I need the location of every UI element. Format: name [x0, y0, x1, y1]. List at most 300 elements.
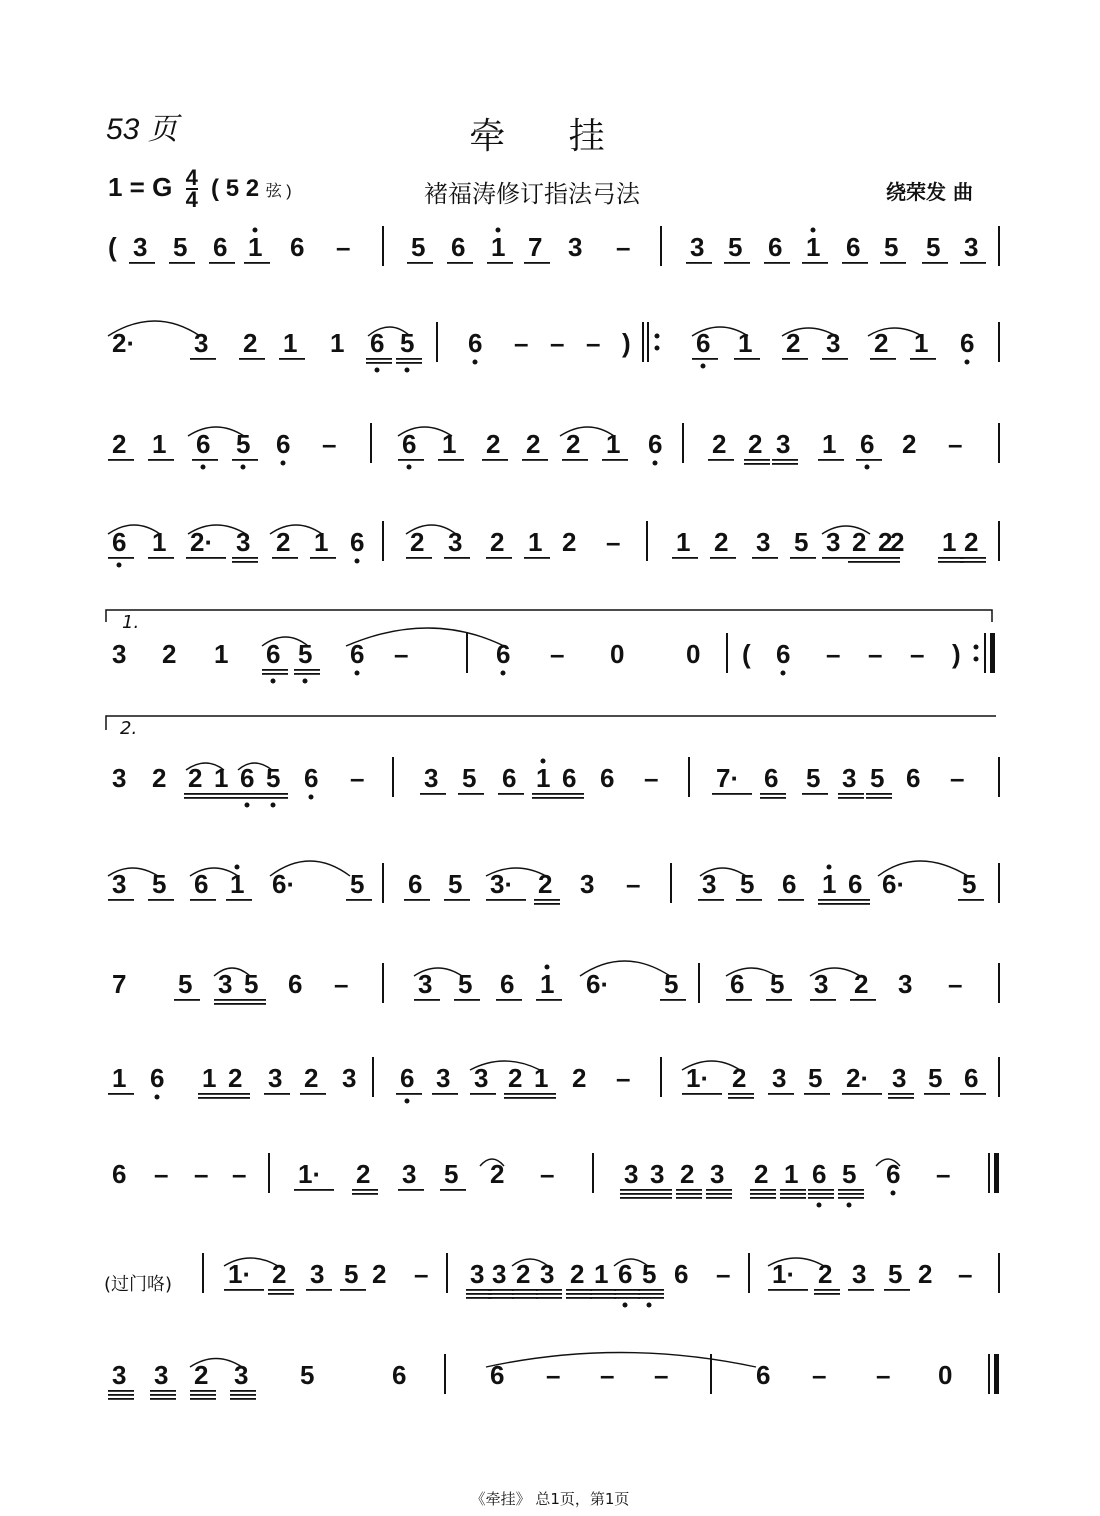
beam-underline	[566, 1293, 592, 1295]
beam-underline	[884, 1289, 910, 1291]
barline	[382, 226, 384, 266]
notation-symbol: (	[108, 232, 117, 262]
beam-underline	[706, 1197, 732, 1199]
notation-row	[202, 1253, 1000, 1308]
note: 3	[892, 1063, 907, 1093]
note: 3	[268, 1063, 283, 1093]
notation-row	[112, 633, 995, 684]
beam-underline	[778, 899, 804, 901]
note: 5	[884, 232, 899, 262]
note: 2	[276, 527, 291, 557]
beam-underline	[772, 463, 798, 465]
beam-underline	[482, 459, 508, 461]
low-octave-dot	[405, 1099, 410, 1104]
notation-symbol: –	[910, 639, 925, 669]
note: 3	[194, 328, 209, 358]
beam-underline	[676, 1193, 702, 1195]
note: 1	[112, 1063, 127, 1093]
key-tonic: 1 = G	[108, 171, 173, 202]
beam-underline	[414, 999, 440, 1001]
note: 2	[786, 328, 801, 358]
note: 3	[580, 869, 595, 899]
note: 5	[808, 1063, 823, 1093]
notation-symbol: –	[616, 232, 631, 262]
low-octave-dot	[405, 368, 410, 373]
low-octave-dot	[501, 671, 506, 676]
note: 2	[490, 1159, 505, 1189]
note: 6	[648, 429, 663, 459]
beam-underline	[420, 793, 446, 795]
note: 6	[562, 763, 577, 793]
beam-underline	[447, 262, 473, 264]
note: 6	[674, 1259, 689, 1289]
page-number-label: 53 页	[106, 113, 178, 146]
notation-row	[108, 226, 1000, 266]
note: 6	[500, 969, 515, 999]
note: 1	[214, 639, 229, 669]
note: 3	[964, 232, 979, 262]
note: 5	[842, 1159, 857, 1189]
note: 1	[152, 429, 167, 459]
beam-underline	[352, 1193, 378, 1195]
note: 6	[600, 763, 615, 793]
beam-underline	[712, 793, 752, 795]
note: 6	[496, 639, 511, 669]
beam-underline	[660, 999, 686, 1001]
notation-symbol: –	[350, 763, 365, 793]
note: 2	[918, 1259, 933, 1289]
beam-underline	[432, 1093, 458, 1095]
note: 5	[642, 1259, 657, 1289]
low-octave-dot	[375, 368, 380, 373]
beam-underline	[224, 1093, 250, 1095]
note: 5	[728, 232, 743, 262]
note: 3	[772, 1063, 787, 1093]
note: 6·	[272, 869, 296, 899]
note: 7	[528, 232, 543, 262]
note: 3	[898, 969, 913, 999]
barline	[670, 863, 672, 903]
notation-symbol: –	[606, 527, 621, 557]
note: 2	[572, 1063, 587, 1093]
beam-underline	[279, 358, 305, 360]
beam-underline	[268, 1289, 294, 1291]
beam-underline	[184, 793, 210, 795]
notation-symbol: –	[868, 639, 883, 669]
low-octave-dot	[303, 679, 308, 684]
beam-underline	[744, 463, 770, 465]
notation-symbol: –	[394, 639, 409, 669]
notation-symbol: )	[622, 328, 631, 358]
notation-symbol: –	[616, 1063, 631, 1093]
barline	[660, 1057, 662, 1097]
note: 3	[826, 328, 841, 358]
beam-underline	[960, 557, 986, 559]
note: 6	[490, 1360, 505, 1390]
low-octave-dot	[891, 1191, 896, 1196]
beam-underline	[444, 557, 470, 559]
note: 6	[400, 1063, 415, 1093]
note: 2	[712, 429, 727, 459]
note: 2·	[112, 328, 136, 358]
low-octave-dot	[701, 364, 706, 369]
beam-underline	[268, 1293, 294, 1295]
beam-underline	[262, 797, 288, 799]
time-signature-bottom: 4	[185, 187, 198, 212]
beam-underline	[804, 1093, 830, 1095]
beam-underline	[150, 1398, 176, 1400]
beam-underline	[226, 899, 252, 901]
tuning-notes: ( 5 2	[211, 174, 260, 202]
beam-underline	[590, 1297, 616, 1299]
notation-symbol: –	[626, 869, 641, 899]
barline	[998, 423, 1000, 463]
barline	[748, 1253, 750, 1293]
barline	[998, 757, 1000, 797]
beam-underline	[614, 1293, 640, 1295]
beam-underline	[744, 459, 770, 461]
beam-underline	[888, 1093, 914, 1095]
beam-underline	[888, 1097, 914, 1099]
note: 5	[344, 1259, 359, 1289]
beam-underline	[169, 262, 195, 264]
note: 0	[686, 639, 701, 669]
beam-underline	[300, 1093, 326, 1095]
barline	[370, 423, 372, 463]
beam-underline	[838, 1193, 864, 1195]
notation-symbol: –	[336, 232, 351, 262]
beam-underline	[808, 1193, 834, 1195]
beam-underline	[240, 999, 266, 1001]
note: 2	[188, 763, 203, 793]
note: 6	[964, 1063, 979, 1093]
barline	[466, 633, 468, 673]
beam-underline	[398, 1189, 424, 1191]
beam-underline	[726, 999, 752, 1001]
beam-underline	[818, 903, 844, 905]
notation-row	[108, 1057, 1000, 1104]
note: 2	[566, 429, 581, 459]
note: 6	[906, 763, 921, 793]
note: 1	[606, 429, 621, 459]
beam-underline	[396, 358, 422, 360]
barline	[372, 1057, 374, 1097]
beam-underline	[224, 1097, 250, 1099]
high-octave-dot	[545, 965, 550, 970]
beam-underline	[780, 1193, 806, 1195]
note: 6	[350, 639, 365, 669]
beam-underline	[752, 557, 778, 559]
note: 3	[776, 429, 791, 459]
beam-underline	[108, 899, 134, 901]
beam-underline	[230, 1394, 256, 1396]
note: 6	[451, 232, 466, 262]
note: 2	[243, 328, 258, 358]
beam-underline	[728, 1097, 754, 1099]
note: 5	[926, 232, 941, 262]
note: 3	[492, 1259, 507, 1289]
note: 6	[618, 1259, 633, 1289]
beam-underline	[406, 557, 432, 559]
beam-underline	[190, 1394, 216, 1396]
note: 5	[806, 763, 821, 793]
beam-underline	[772, 459, 798, 461]
beam-underline	[766, 999, 792, 1001]
beam-underline	[504, 1097, 530, 1099]
note: 3	[112, 869, 127, 899]
beam-underline	[534, 899, 560, 901]
notation-symbol: –	[876, 1360, 891, 1390]
volta-1-label: 1.	[122, 612, 140, 633]
beam-underline	[262, 669, 288, 671]
note: 3	[470, 1259, 485, 1289]
barline	[660, 226, 662, 266]
beam-underline	[536, 999, 562, 1001]
beam-underline	[768, 1093, 794, 1095]
note: 1	[230, 869, 245, 899]
beam-underline	[532, 797, 558, 799]
note: 5	[928, 1063, 943, 1093]
high-octave-dot	[235, 865, 240, 870]
notation-symbol: –	[546, 1360, 561, 1390]
low-octave-dot	[355, 671, 360, 676]
note: 5	[300, 1360, 315, 1390]
note: 2	[680, 1159, 695, 1189]
notation-symbol: –	[322, 429, 337, 459]
barline	[202, 1253, 204, 1293]
note: 6	[276, 429, 291, 459]
beam-underline	[808, 1189, 834, 1191]
beam-underline	[760, 793, 786, 795]
composer-credit: 绕荣发 曲	[886, 180, 973, 204]
note: 6	[150, 1063, 165, 1093]
low-octave-dot	[117, 563, 122, 568]
notation-symbol: –	[232, 1159, 247, 1189]
note: 5	[740, 869, 755, 899]
beam-underline	[814, 1289, 840, 1291]
beam-underline	[224, 1289, 264, 1291]
note: 2	[304, 1063, 319, 1093]
barline	[444, 1354, 446, 1394]
beam-underline	[960, 262, 986, 264]
beam-underline	[310, 557, 336, 559]
beam-underline	[698, 899, 724, 901]
beam-underline	[802, 262, 828, 264]
notation-symbol: –	[936, 1159, 951, 1189]
note: 5	[298, 639, 313, 669]
beam-underline	[874, 557, 900, 559]
note: 3	[234, 1360, 249, 1390]
note: 0	[610, 639, 625, 669]
note: 6	[392, 1360, 407, 1390]
note: 3	[568, 232, 583, 262]
note: 2	[714, 527, 729, 557]
note: 3	[756, 527, 771, 557]
note: 5	[794, 527, 809, 557]
note: 6	[370, 328, 385, 358]
beam-underline	[620, 1197, 646, 1199]
beam-underline	[108, 1394, 134, 1396]
note: 2	[356, 1159, 371, 1189]
beam-underline	[396, 1093, 422, 1095]
beam-underline	[108, 557, 134, 559]
note: 3	[310, 1259, 325, 1289]
note: 3	[852, 1259, 867, 1289]
beam-underline	[486, 557, 512, 559]
note: 5	[400, 328, 415, 358]
beam-underline	[844, 899, 870, 901]
note: 5	[244, 969, 259, 999]
beam-underline	[842, 262, 868, 264]
low-octave-dot	[653, 461, 658, 466]
beam-underline	[198, 1097, 224, 1099]
beam-underline	[614, 1297, 640, 1299]
beam-underline	[398, 459, 424, 461]
beam-underline	[536, 1289, 562, 1291]
volta-2-label: 2.	[120, 718, 138, 739]
note: 6	[402, 429, 417, 459]
beam-underline	[366, 362, 392, 364]
beam-underline	[530, 1093, 556, 1095]
note: 1	[942, 527, 957, 557]
notation-symbol: –	[600, 1360, 615, 1390]
notation-symbol: )	[952, 639, 961, 669]
beam-underline	[558, 797, 584, 799]
note: 2·	[846, 1063, 870, 1093]
note: 6	[848, 869, 863, 899]
beam-underline	[866, 793, 892, 795]
beam-underline	[184, 797, 210, 799]
note: 6	[112, 527, 127, 557]
beam-underline	[294, 673, 320, 675]
note: 6	[960, 328, 975, 358]
notation-symbol: –	[414, 1259, 429, 1289]
note: 3	[650, 1159, 665, 1189]
beam-underline	[638, 1297, 664, 1299]
beam-underline	[924, 1093, 950, 1095]
double-barline	[988, 1354, 999, 1394]
note: 3	[112, 763, 127, 793]
beam-underline	[590, 1293, 616, 1295]
beam-underline	[724, 262, 750, 264]
double-barline	[988, 1153, 999, 1193]
note: 6	[240, 763, 255, 793]
note: 6	[846, 232, 861, 262]
note: 3	[448, 527, 463, 557]
beam-underline	[148, 557, 174, 559]
beam-underline	[682, 1093, 722, 1095]
note: 3	[218, 969, 233, 999]
note: 6	[768, 232, 783, 262]
beam-underline	[692, 358, 718, 360]
beam-underline	[848, 1289, 874, 1291]
note: 3	[402, 1159, 417, 1189]
beam-underline	[190, 899, 216, 901]
beam-underline	[264, 1093, 290, 1095]
beam-underline	[522, 459, 548, 461]
note: 5	[770, 969, 785, 999]
notation-symbol: –	[644, 763, 659, 793]
song-title: 牵 挂	[469, 116, 631, 157]
note: 2	[410, 527, 425, 557]
beam-underline	[566, 1289, 592, 1291]
note: 6	[502, 763, 517, 793]
note: 1	[914, 328, 929, 358]
beam-underline	[306, 1289, 332, 1291]
notation-symbol: –	[334, 969, 349, 999]
beam-underline	[498, 793, 524, 795]
note: 1·	[228, 1259, 252, 1289]
note: 5	[152, 869, 167, 899]
note: 1·	[686, 1063, 710, 1093]
beam-underline	[838, 793, 864, 795]
note: 5	[444, 1159, 459, 1189]
beam-underline	[708, 459, 734, 461]
time-signature-top: 4	[185, 165, 198, 190]
note: 3·	[490, 869, 514, 899]
beam-underline	[190, 1398, 216, 1400]
note: 1	[594, 1259, 609, 1289]
notation-symbol: –	[514, 328, 529, 358]
note: 5	[664, 969, 679, 999]
beam-underline	[768, 1289, 808, 1291]
beam-underline	[818, 459, 844, 461]
barline	[726, 633, 728, 673]
beam-underline	[262, 673, 288, 675]
note: 1	[784, 1159, 799, 1189]
note: 1	[528, 527, 543, 557]
notation-symbol: –	[154, 1159, 169, 1189]
barline	[998, 863, 1000, 903]
beam-underline	[780, 1197, 806, 1199]
beam-underline	[239, 358, 265, 360]
note: 6	[350, 527, 365, 557]
beam-underline	[760, 797, 786, 799]
note: 6	[860, 429, 875, 459]
note: 2·	[190, 527, 214, 557]
notation-row	[108, 521, 1000, 568]
beam-underline	[150, 1390, 176, 1392]
beam-underline	[750, 1197, 776, 1199]
beam-underline	[802, 793, 828, 795]
notation-symbol: –	[716, 1259, 731, 1289]
note: 5	[462, 763, 477, 793]
beam-underline	[780, 1189, 806, 1191]
note: 5	[178, 969, 193, 999]
note: 5	[411, 232, 426, 262]
beam-underline	[190, 1390, 216, 1392]
beam-underline	[782, 358, 808, 360]
beam-underline	[638, 1293, 664, 1295]
barline	[682, 423, 684, 463]
beam-underline	[566, 1297, 592, 1299]
note: 3	[133, 232, 148, 262]
beam-underline	[512, 1297, 538, 1299]
beam-underline	[148, 899, 174, 901]
beam-underline	[487, 262, 513, 264]
beam-underline	[340, 1289, 366, 1291]
beam-underline	[686, 262, 712, 264]
beam-underline	[530, 1097, 556, 1099]
note: 5	[458, 969, 473, 999]
note: 3	[842, 763, 857, 793]
note: 2	[570, 1259, 585, 1289]
page-footer: 《牵挂》 总1页，第1页	[470, 1490, 630, 1508]
beam-underline	[870, 358, 896, 360]
beam-underline	[444, 899, 470, 901]
notation-row	[112, 1153, 999, 1208]
note: 1	[330, 328, 345, 358]
